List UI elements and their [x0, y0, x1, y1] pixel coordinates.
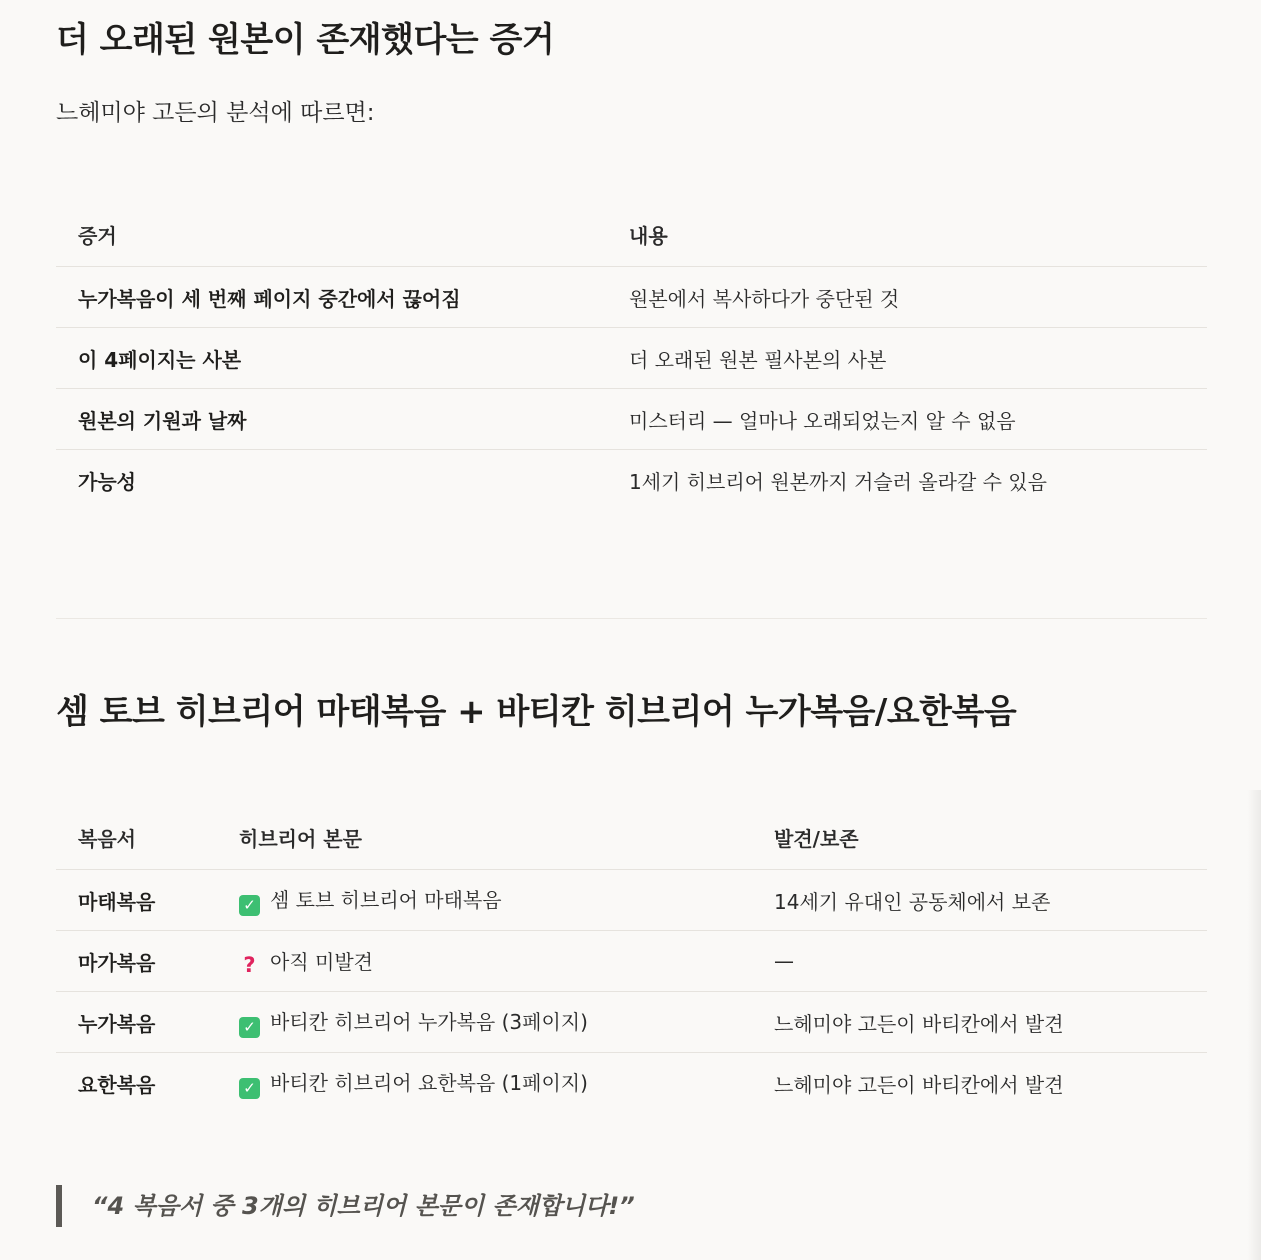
question-icon: ? [243, 953, 256, 977]
gospel-cell: 마가복음 [56, 931, 217, 992]
hebrew-text-cell [217, 931, 752, 992]
table-row [56, 931, 1207, 992]
hebrew-text-cell [217, 992, 752, 1053]
hebrew-text-cell [217, 1053, 752, 1114]
gospel-cell: 요한복음 [56, 1053, 217, 1114]
section-title-gospels: 셈 토브 히브리어 마태복음 + 바티칸 히브리어 누가복음/요한복음 [56, 692, 1017, 732]
column-header: 복음서 [78, 826, 136, 851]
evidence-cell: 가능성 [56, 450, 607, 511]
column-header: 히브리어 본문 [239, 826, 362, 851]
table-row [56, 267, 1207, 328]
table-row [56, 389, 1207, 450]
content-cell: 더 오래된 원본 필사본의 사본 [607, 328, 1207, 389]
check-icon: ✓ [239, 1017, 260, 1038]
hebrew-text-cell [217, 870, 752, 931]
section-divider [56, 618, 1207, 619]
table-row [56, 450, 1207, 511]
content-cell: 1세기 히브리어 원본까지 거슬러 올라갈 수 있음 [607, 450, 1207, 511]
table-row [56, 1053, 1207, 1114]
table-header-row [56, 202, 1207, 267]
intro-text: 느헤미야 고든의 분석에 따르면: [56, 100, 375, 126]
hebrew-text: 셈 토브 히브리어 마태복음 [270, 888, 502, 912]
evidence-cell: 누가복음이 세 번째 페이지 중간에서 끊어짐 [56, 267, 607, 328]
preservation-cell: 14세기 유대인 공동체에서 보존 [752, 870, 1207, 931]
preservation-cell: 느헤미야 고든이 바티칸에서 발견 [752, 1053, 1207, 1114]
evidence-cell: 원본의 기원과 날짜 [56, 389, 607, 450]
gospels-table [56, 805, 1207, 1113]
hebrew-text: 바티칸 히브리어 누가복음 (3페이지) [270, 1010, 588, 1034]
gospel-cell: 마태복음 [56, 870, 217, 931]
scroll-edge-shadow [1247, 790, 1261, 1260]
table-row [56, 870, 1207, 931]
check-icon: ✓ [239, 895, 260, 916]
table-row [56, 328, 1207, 389]
gospel-cell: 누가복음 [56, 992, 217, 1053]
content-cell: 미스터리 — 얼마나 오래되었는지 알 수 없음 [607, 389, 1207, 450]
evidence-table [56, 202, 1207, 510]
evidence-cell: 이 4페이지는 사본 [56, 328, 607, 389]
hebrew-text: 바티칸 히브리어 요한복음 (1페이지) [270, 1071, 588, 1095]
hebrew-text: 아직 미발견 [270, 950, 373, 974]
table-row [56, 992, 1207, 1053]
preservation-cell: 느헤미야 고든이 바티칸에서 발견 [752, 992, 1207, 1053]
column-header: 내용 [629, 223, 668, 248]
check-icon: ✓ [239, 1078, 260, 1099]
summary-quote: “4 복음서 중 3개의 히브리어 본문이 존재합니다!” [56, 1185, 635, 1227]
table-header-row [56, 805, 1207, 870]
section-title-evidence: 더 오래된 원본이 존재했다는 증거 [56, 20, 555, 60]
column-header: 발견/보존 [774, 826, 859, 851]
preservation-cell: — [752, 931, 1207, 992]
column-header: 증거 [78, 223, 117, 248]
content-cell: 원본에서 복사하다가 중단된 것 [607, 267, 1207, 328]
